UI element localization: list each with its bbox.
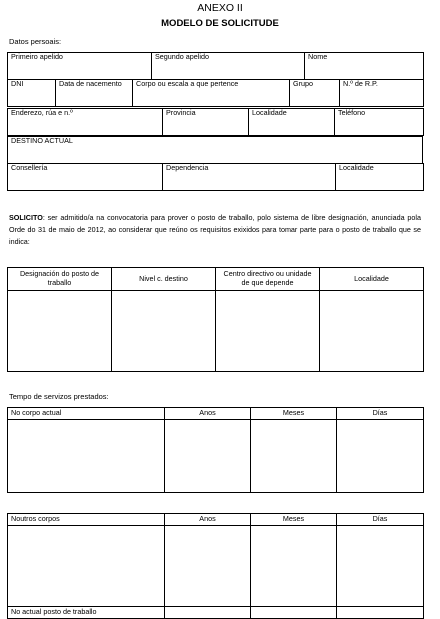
personal-data-label: Datos persoais: [9,37,62,46]
directive-center-header: Centro directivo ou unidade de que depende [216,268,320,291]
current-corps-cell[interactable] [8,420,165,493]
name-field[interactable]: Nome [305,53,424,80]
current-corps-header: No corpo actual [8,408,165,420]
request-paragraph [9,212,421,248]
phone-field[interactable]: Teléfono [335,109,424,136]
current-post-time-label: No actual posto de traballo [8,607,165,619]
request-lead: SOLICITO [9,213,43,222]
months-cell-2[interactable] [251,526,337,607]
months-header: Meses [251,408,337,420]
post-designation-header: Designación do posto de traballo [8,268,112,291]
dni-field[interactable]: DNI [8,80,56,107]
locality-field[interactable]: Localidade [249,109,335,136]
current-post-row [7,136,423,164]
years-header: Anos [165,408,251,420]
other-corps-table [7,513,424,619]
consellerie-field[interactable]: Consellería [8,164,163,191]
months-header-2: Meses [251,514,337,526]
directive-center-cell[interactable] [216,291,320,372]
years-cell-3[interactable] [165,607,251,619]
second-surname-field[interactable]: Segundo apelido [152,53,305,80]
years-cell-2[interactable] [165,526,251,607]
current-corps-table [7,407,424,493]
department-row [7,163,424,191]
months-cell-3[interactable] [251,607,337,619]
post-locality-cell[interactable] [320,291,424,372]
dependency-field[interactable]: Dependencia [163,164,336,191]
form-title: MODELO DE SOLICITUDE [161,18,279,29]
birth-date-field[interactable]: Data de nacemento [56,80,133,107]
other-corps-header: Noutros corpos [8,514,165,526]
address-row [7,108,424,136]
destination-level-cell[interactable] [112,291,216,372]
other-corps-cell[interactable] [8,526,165,607]
years-header-2: Anos [165,514,251,526]
group-field[interactable]: Grupo [290,80,340,107]
days-cell-3[interactable] [337,607,424,619]
months-cell[interactable] [251,420,337,493]
days-header: Días [337,408,424,420]
days-cell-2[interactable] [337,526,424,607]
department-locality-field[interactable]: Localidade [336,164,424,191]
services-label: Tempo de servizos prestados: [9,392,109,401]
post-locality-header: Localidade [320,268,424,291]
destination-level-header: Nivel c. destino [112,268,216,291]
current-post-label: DESTINO ACTUAL [8,137,423,164]
years-cell[interactable] [165,420,251,493]
request-text: : ser admitido/a na convocatoria para prover o posto de traballo, polo sistema de libre designación, anunciada pola Orde do 31 de maio de 2012, ao considerar que reúno os requisitos exixidos para tomar parte para o posto de traballo que se indica: [9,213,421,246]
rp-number-field[interactable]: N.º de R.P. [340,80,424,107]
post-requested-table [7,267,424,372]
days-header-2: Días [337,514,424,526]
personal-data-table [7,52,424,107]
post-designation-cell[interactable] [8,291,112,372]
address-field[interactable]: Enderezo, rúa e n.º [8,109,163,136]
days-cell[interactable] [337,420,424,493]
province-field[interactable]: Provincia [163,109,249,136]
annex-label: ANEXO II [197,2,243,14]
first-surname-field[interactable]: Primeiro apelido [8,53,152,80]
corps-field[interactable]: Corpo ou escala a que pertence [133,80,290,107]
